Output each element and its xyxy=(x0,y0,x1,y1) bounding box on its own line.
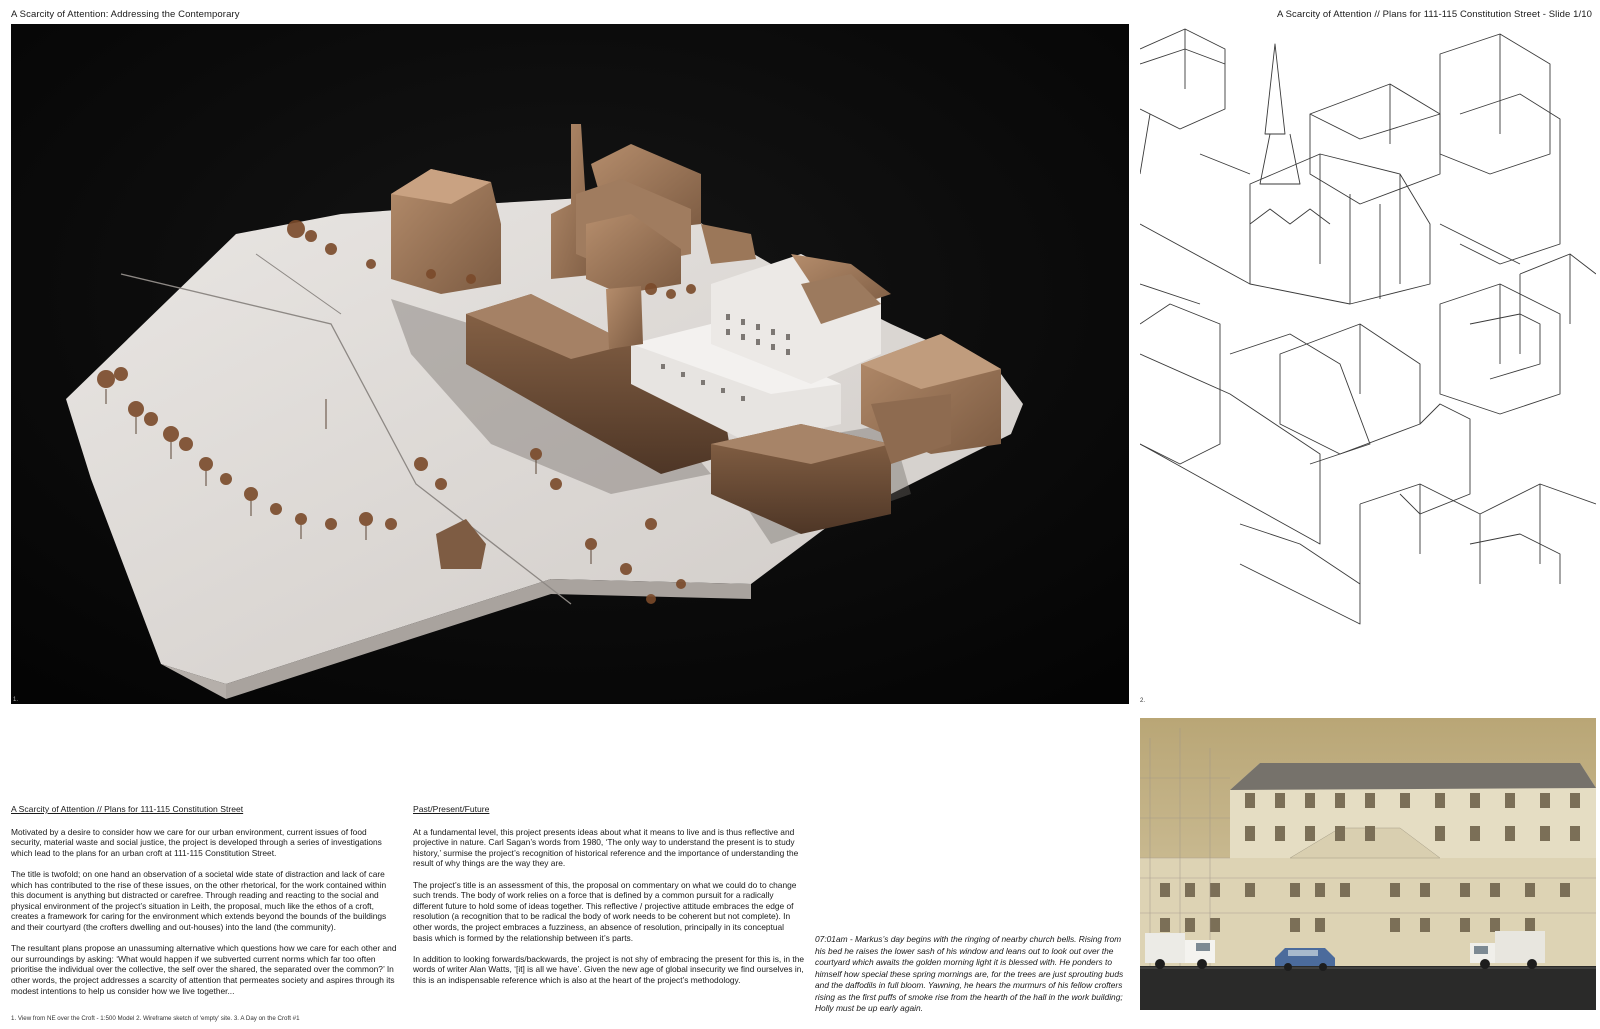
figure-number: 2. xyxy=(1140,698,1146,704)
document-title: A Scarcity of Attention: Addressing the Contemporary xyxy=(11,9,240,20)
paragraph: At a fundamental level, this project presents ideas about what it means to live and is thus reflective and projective in nature. Carl Sagan’s words from 1980, ‘The only way to understand the present is to study history,’ surmise the project’s recognition of historical reference and the importance of understanding the result of why things are the way they are. xyxy=(413,826,799,869)
figure-number: 1. xyxy=(13,697,19,703)
figure-captions: 1. View from NE over the Croft - 1:500 Model 2. Wireframe sketch of ‘empty’ site. 3. A Day on the Croft #1 xyxy=(11,1015,300,1022)
paragraph: Motivated by a desire to consider how we care for our urban environment, current issues of food security, material waste and social justice, the project is developed through a series of investigations which lead to the plans for an urban croft at 111-115 Constitution Street. xyxy=(11,826,382,858)
model-photo xyxy=(11,24,1129,704)
paragraph: In addition to looking forwards/backwards, the project is not shy of embracing the present for this is, in the words of writer Alan Watts, ‘[it] is all we have’. Given the new age of global insecurity we find ourselves in, this is an indispensable reference which is also at the heart of the project’s methodology. xyxy=(413,953,805,985)
slide-title: A Scarcity of Attention // Plans for 111-115 Constitution Street - Slide 1/10 xyxy=(1276,9,1592,20)
paragraph: The title is twofold; on one hand an observation of a societal wide state of distraction and lack of care which has contributed to the rise of these issues, on the other rhetorical, for the work contained within this document is anything but distracted or carefree. Through reading and reacting to the social and physical environment of the project’s situation in Leith, the proposal, much like the ethos of a croft, creates a framework for caring for the environment which extends beyond the bounds of the buildings and their courtyard (the crofters dwelling and out-houses) into the land (the community). xyxy=(11,868,387,932)
wireframe-sketch xyxy=(1140,24,1596,704)
narrative-text: 07:01am - Markus’s day begins with the ringing of nearby church bells. Rising from his bed he raises the lower sash of his window and leans out to look out over the courtyard which awaits the golden morning light it is blessed with. He ponders to himself how special these spring mornings are, for the trees are just sprouting buds and the daffodils in full bloom. Yawning, he hears the murmurs of his fellow crofters rising as the first puffs of smoke rise from the hearth of the hall in the work building; Holly must be up early again. xyxy=(815,934,1124,1013)
paragraph: The resultant plans propose an unassuming alternative which questions how we care for each other and our surroundings by asking: ‘What would happen if we subverted current norms which far too often prioritise the individual over the collective, the self over the shared, the separated over the common?’ In other words, the project addresses a scarcity of attention that permeates society and aspires through its modest intentions to help us consider how we live together... xyxy=(11,943,397,996)
past-present-future-column xyxy=(413,804,805,996)
elevation-render xyxy=(1140,718,1596,1010)
intro-column xyxy=(11,804,397,1007)
paragraph: The project’s title is an assessment of this, the proposal on commentary on what we could do to change such trends. The body of work relies on a force that is defined by a common pursuit for a radically different future to hold some of ideas together. This reflective / projective attitude embraces the edge of resolution (a recognition that to be radical the body of work needs to be coherent but not complete). In other words, the project embraces a fuzziness, an absence of resolution, principally in its conceptual basis which is formed by the relationship between it’s parts. xyxy=(413,879,797,943)
column-heading: Past/Present/Future xyxy=(413,804,490,814)
column-heading: A Scarcity of Attention // Plans for 111-115 Constitution Street xyxy=(11,804,244,814)
